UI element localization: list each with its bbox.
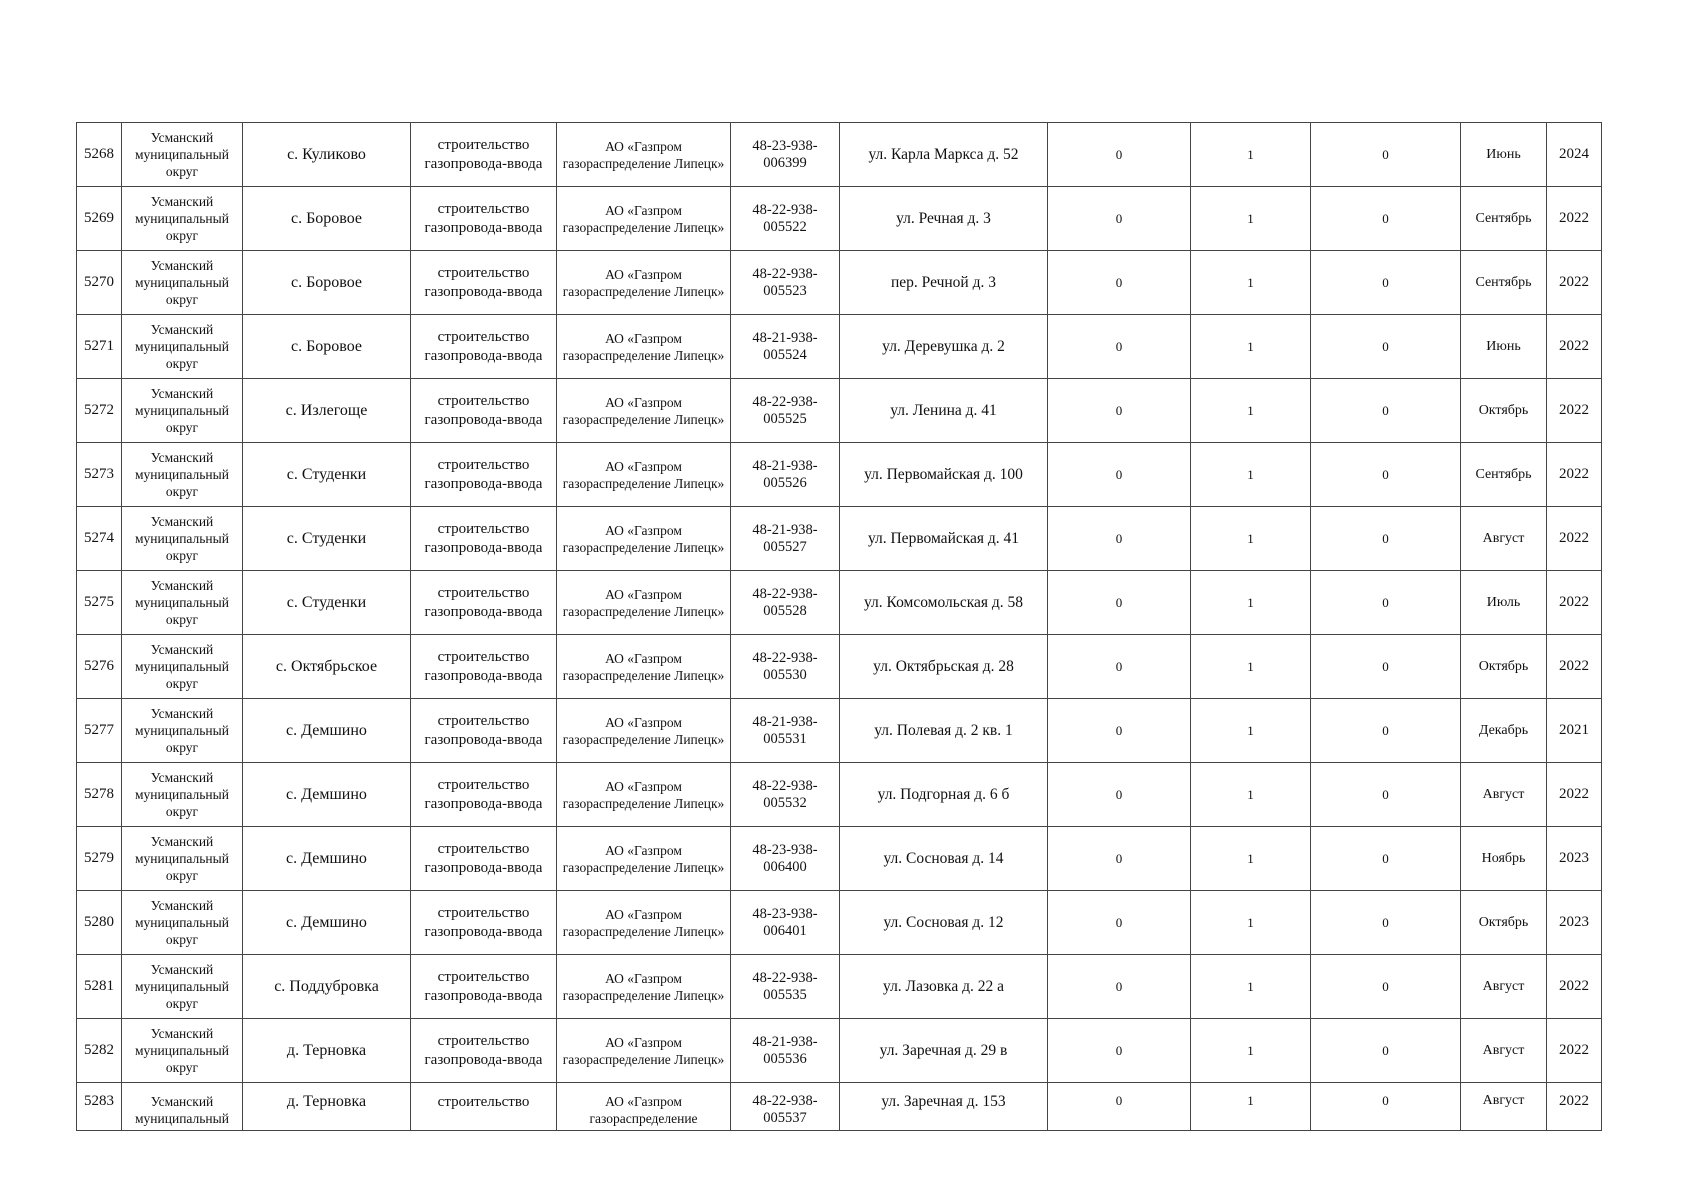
month-cell: Август: [1461, 1019, 1547, 1083]
district-cell: Усманский муниципальный округ: [122, 955, 243, 1019]
settlement-cell: с. Излегоще: [243, 379, 411, 443]
district-cell: Усманский муниципальный округ: [122, 763, 243, 827]
value-2-cell: 1: [1191, 891, 1311, 955]
year-cell: 2022: [1547, 763, 1602, 827]
month-cell: Август: [1461, 955, 1547, 1019]
district-cell: Усманский муниципальный округ: [122, 187, 243, 251]
object-code-cell: 48-21-938-005526: [731, 443, 840, 507]
work-type-cell: строительство газопровода-ввода: [411, 379, 557, 443]
value-2-cell: 1: [1191, 1083, 1311, 1131]
month-cell: Ноябрь: [1461, 827, 1547, 891]
organization-cell: АО «Газпром газораспределение: [557, 1083, 731, 1131]
work-type-cell: строительство газопровода-ввода: [411, 891, 557, 955]
district-cell: Усманский муниципальный округ: [122, 699, 243, 763]
table-row: [77, 635, 1602, 699]
value-2-cell: 1: [1191, 827, 1311, 891]
table-row: [77, 443, 1602, 507]
organization-cell: АО «Газпром газораспределение Липецк»: [557, 379, 731, 443]
organization-cell: АО «Газпром газораспределение Липецк»: [557, 571, 731, 635]
value-2-cell: 1: [1191, 251, 1311, 315]
value-1-cell: 0: [1048, 379, 1191, 443]
organization-cell: АО «Газпром газораспределение Липецк»: [557, 443, 731, 507]
organization-cell: АО «Газпром газораспределение Липецк»: [557, 187, 731, 251]
table-row: [77, 507, 1602, 571]
row-number-cell: 5270: [77, 251, 122, 315]
work-type-cell: строительство газопровода-ввода: [411, 123, 557, 187]
value-3-cell: 0: [1311, 699, 1461, 763]
row-number-cell: 5276: [77, 635, 122, 699]
year-cell: 2022: [1547, 1019, 1602, 1083]
value-1-cell: 0: [1048, 315, 1191, 379]
year-cell: 2022: [1547, 635, 1602, 699]
value-3-cell: 0: [1311, 635, 1461, 699]
organization-cell: АО «Газпром газораспределение Липецк»: [557, 699, 731, 763]
object-code-cell: 48-23-938-006400: [731, 827, 840, 891]
value-2-cell: 1: [1191, 635, 1311, 699]
work-type-cell: строительство газопровода-ввода: [411, 635, 557, 699]
settlement-cell: с. Демшино: [243, 763, 411, 827]
organization-cell: АО «Газпром газораспределение Липецк»: [557, 955, 731, 1019]
value-3-cell: 0: [1311, 379, 1461, 443]
district-cell: Усманский муниципальный округ: [122, 827, 243, 891]
settlement-cell: с. Поддубровка: [243, 955, 411, 1019]
work-type-cell: строительство газопровода-ввода: [411, 187, 557, 251]
year-cell: 2024: [1547, 123, 1602, 187]
value-3-cell: 0: [1311, 763, 1461, 827]
value-2-cell: 1: [1191, 1019, 1311, 1083]
table-row: [77, 1019, 1602, 1083]
value-1-cell: 0: [1048, 891, 1191, 955]
table-row: [77, 251, 1602, 315]
value-1-cell: 0: [1048, 123, 1191, 187]
work-type-cell: строительство газопровода-ввода: [411, 763, 557, 827]
year-cell: 2022: [1547, 571, 1602, 635]
value-1-cell: 0: [1048, 187, 1191, 251]
year-cell: 2022: [1547, 955, 1602, 1019]
organization-cell: АО «Газпром газораспределение Липецк»: [557, 251, 731, 315]
value-2-cell: 1: [1191, 699, 1311, 763]
value-3-cell: 0: [1311, 1083, 1461, 1131]
address-cell: ул. Ленина д. 41: [840, 379, 1048, 443]
year-cell: 2022: [1547, 443, 1602, 507]
value-2-cell: 1: [1191, 187, 1311, 251]
object-code-cell: 48-22-938-005522: [731, 187, 840, 251]
object-code-cell: 48-22-938-005532: [731, 763, 840, 827]
value-1-cell: 0: [1048, 955, 1191, 1019]
organization-cell: АО «Газпром газораспределение Липецк»: [557, 891, 731, 955]
address-cell: ул. Подгорная д. 6 б: [840, 763, 1048, 827]
organization-cell: АО «Газпром газораспределение Липецк»: [557, 827, 731, 891]
month-cell: Октябрь: [1461, 379, 1547, 443]
row-number-cell: 5269: [77, 187, 122, 251]
address-cell: ул. Карла Маркса д. 52: [840, 123, 1048, 187]
row-number-cell: 5275: [77, 571, 122, 635]
value-3-cell: 0: [1311, 443, 1461, 507]
work-type-cell: строительство газопровода-ввода: [411, 571, 557, 635]
month-cell: Октябрь: [1461, 891, 1547, 955]
year-cell: 2022: [1547, 251, 1602, 315]
row-number-cell: 5283: [77, 1083, 122, 1131]
work-type-cell: строительство газопровода-ввода: [411, 251, 557, 315]
district-cell: Усманский муниципальный округ: [122, 571, 243, 635]
row-number-cell: 5280: [77, 891, 122, 955]
work-type-cell: строительство газопровода-ввода: [411, 1019, 557, 1083]
district-cell: Усманский муниципальный округ: [122, 1019, 243, 1083]
row-number-cell: 5277: [77, 699, 122, 763]
object-code-cell: 48-21-938-005524: [731, 315, 840, 379]
table-row: [77, 1083, 1602, 1131]
value-2-cell: 1: [1191, 315, 1311, 379]
organization-cell: АО «Газпром газораспределение Липецк»: [557, 507, 731, 571]
work-type-cell: строительство газопровода-ввода: [411, 443, 557, 507]
month-cell: Июль: [1461, 571, 1547, 635]
settlement-cell: с. Демшино: [243, 699, 411, 763]
district-cell: Усманский муниципальный округ: [122, 251, 243, 315]
organization-cell: АО «Газпром газораспределение Липецк»: [557, 635, 731, 699]
year-cell: 2023: [1547, 827, 1602, 891]
row-number-cell: 5268: [77, 123, 122, 187]
address-cell: ул. Заречная д. 153: [840, 1083, 1048, 1131]
district-cell: Усманский муниципальный округ: [122, 123, 243, 187]
settlement-cell: с. Студенки: [243, 507, 411, 571]
value-1-cell: 0: [1048, 1019, 1191, 1083]
row-number-cell: 5281: [77, 955, 122, 1019]
object-code-cell: 48-22-938-005537: [731, 1083, 840, 1131]
value-1-cell: 0: [1048, 827, 1191, 891]
month-cell: Август: [1461, 763, 1547, 827]
table-row: [77, 379, 1602, 443]
row-number-cell: 5278: [77, 763, 122, 827]
settlement-cell: с. Студенки: [243, 571, 411, 635]
value-2-cell: 1: [1191, 507, 1311, 571]
year-cell: 2022: [1547, 507, 1602, 571]
value-2-cell: 1: [1191, 379, 1311, 443]
table-row: [77, 763, 1602, 827]
organization-cell: АО «Газпром газораспределение Липецк»: [557, 1019, 731, 1083]
month-cell: Октябрь: [1461, 635, 1547, 699]
table-row: [77, 123, 1602, 187]
month-cell: Сентябрь: [1461, 443, 1547, 507]
value-3-cell: 0: [1311, 891, 1461, 955]
object-code-cell: 48-22-938-005528: [731, 571, 840, 635]
district-cell: Усманский муниципальный: [122, 1083, 243, 1131]
month-cell: Декабрь: [1461, 699, 1547, 763]
address-cell: ул. Лазовка д. 22 а: [840, 955, 1048, 1019]
object-code-cell: 48-21-938-005536: [731, 1019, 840, 1083]
row-number-cell: 5271: [77, 315, 122, 379]
value-1-cell: 0: [1048, 699, 1191, 763]
value-1-cell: 0: [1048, 251, 1191, 315]
table-row: [77, 187, 1602, 251]
address-cell: ул. Первомайская д. 41: [840, 507, 1048, 571]
month-cell: Июнь: [1461, 315, 1547, 379]
month-cell: Июнь: [1461, 123, 1547, 187]
value-3-cell: 0: [1311, 315, 1461, 379]
month-cell: Сентябрь: [1461, 187, 1547, 251]
object-code-cell: 48-22-938-005523: [731, 251, 840, 315]
year-cell: 2021: [1547, 699, 1602, 763]
district-cell: Усманский муниципальный округ: [122, 379, 243, 443]
address-cell: ул. Полевая д. 2 кв. 1: [840, 699, 1048, 763]
work-type-cell: строительство газопровода-ввода: [411, 315, 557, 379]
month-cell: Сентябрь: [1461, 251, 1547, 315]
object-code-cell: 48-23-938-006399: [731, 123, 840, 187]
address-cell: ул. Речная д. 3: [840, 187, 1048, 251]
year-cell: 2022: [1547, 187, 1602, 251]
value-1-cell: 0: [1048, 443, 1191, 507]
district-cell: Усманский муниципальный округ: [122, 507, 243, 571]
settlement-cell: д. Терновка: [243, 1019, 411, 1083]
row-number-cell: 5273: [77, 443, 122, 507]
year-cell: 2022: [1547, 315, 1602, 379]
address-cell: ул. Октябрьская д. 28: [840, 635, 1048, 699]
address-cell: ул. Сосновая д. 12: [840, 891, 1048, 955]
value-3-cell: 0: [1311, 187, 1461, 251]
district-cell: Усманский муниципальный округ: [122, 635, 243, 699]
organization-cell: АО «Газпром газораспределение Липецк»: [557, 763, 731, 827]
value-2-cell: 1: [1191, 571, 1311, 635]
value-2-cell: 1: [1191, 443, 1311, 507]
address-cell: пер. Речной д. 3: [840, 251, 1048, 315]
object-code-cell: 48-23-938-006401: [731, 891, 840, 955]
settlement-cell: с. Студенки: [243, 443, 411, 507]
value-3-cell: 0: [1311, 571, 1461, 635]
work-type-cell: строительство газопровода-ввода: [411, 827, 557, 891]
settlement-cell: с. Октябрьское: [243, 635, 411, 699]
year-cell: 2022: [1547, 1083, 1602, 1131]
district-cell: Усманский муниципальный округ: [122, 315, 243, 379]
value-1-cell: 0: [1048, 763, 1191, 827]
value-3-cell: 0: [1311, 123, 1461, 187]
object-code-cell: 48-21-938-005531: [731, 699, 840, 763]
object-code-cell: 48-22-938-005525: [731, 379, 840, 443]
work-type-cell: строительство газопровода-ввода: [411, 699, 557, 763]
settlement-cell: д. Терновка: [243, 1083, 411, 1131]
address-cell: ул. Заречная д. 29 в: [840, 1019, 1048, 1083]
value-2-cell: 1: [1191, 763, 1311, 827]
value-2-cell: 1: [1191, 123, 1311, 187]
object-code-cell: 48-21-938-005527: [731, 507, 840, 571]
settlement-cell: с. Куликово: [243, 123, 411, 187]
value-2-cell: 1: [1191, 955, 1311, 1019]
district-cell: Усманский муниципальный округ: [122, 891, 243, 955]
settlement-cell: с. Демшино: [243, 891, 411, 955]
value-1-cell: 0: [1048, 571, 1191, 635]
settlement-cell: с. Боровое: [243, 251, 411, 315]
value-3-cell: 0: [1311, 955, 1461, 1019]
row-number-cell: 5272: [77, 379, 122, 443]
organization-cell: АО «Газпром газораспределение Липецк»: [557, 315, 731, 379]
value-3-cell: 0: [1311, 1019, 1461, 1083]
table-row: [77, 315, 1602, 379]
value-1-cell: 0: [1048, 507, 1191, 571]
address-cell: ул. Деревушка д. 2: [840, 315, 1048, 379]
work-type-cell: строительство газопровода-ввода: [411, 507, 557, 571]
value-1-cell: 0: [1048, 1083, 1191, 1131]
month-cell: Август: [1461, 1083, 1547, 1131]
work-type-cell: строительство: [411, 1083, 557, 1131]
value-3-cell: 0: [1311, 251, 1461, 315]
table-row: [77, 571, 1602, 635]
organization-cell: АО «Газпром газораспределение Липецк»: [557, 123, 731, 187]
table-row: [77, 827, 1602, 891]
work-type-cell: строительство газопровода-ввода: [411, 955, 557, 1019]
row-number-cell: 5282: [77, 1019, 122, 1083]
table-body: [77, 123, 1602, 1131]
district-cell: Усманский муниципальный округ: [122, 443, 243, 507]
table-row: [77, 699, 1602, 763]
month-cell: Август: [1461, 507, 1547, 571]
value-3-cell: 0: [1311, 507, 1461, 571]
table-row: [77, 891, 1602, 955]
settlement-cell: с. Боровое: [243, 187, 411, 251]
object-code-cell: 48-22-938-005535: [731, 955, 840, 1019]
address-cell: ул. Комсомольская д. 58: [840, 571, 1048, 635]
address-cell: ул. Первомайская д. 100: [840, 443, 1048, 507]
address-cell: ул. Сосновая д. 14: [840, 827, 1048, 891]
row-number-cell: 5279: [77, 827, 122, 891]
object-code-cell: 48-22-938-005530: [731, 635, 840, 699]
value-1-cell: 0: [1048, 635, 1191, 699]
row-number-cell: 5274: [77, 507, 122, 571]
settlement-cell: с. Боровое: [243, 315, 411, 379]
year-cell: 2022: [1547, 379, 1602, 443]
value-3-cell: 0: [1311, 827, 1461, 891]
gas-connection-table: [76, 122, 1602, 1131]
table-row: [77, 955, 1602, 1019]
year-cell: 2023: [1547, 891, 1602, 955]
settlement-cell: с. Демшино: [243, 827, 411, 891]
